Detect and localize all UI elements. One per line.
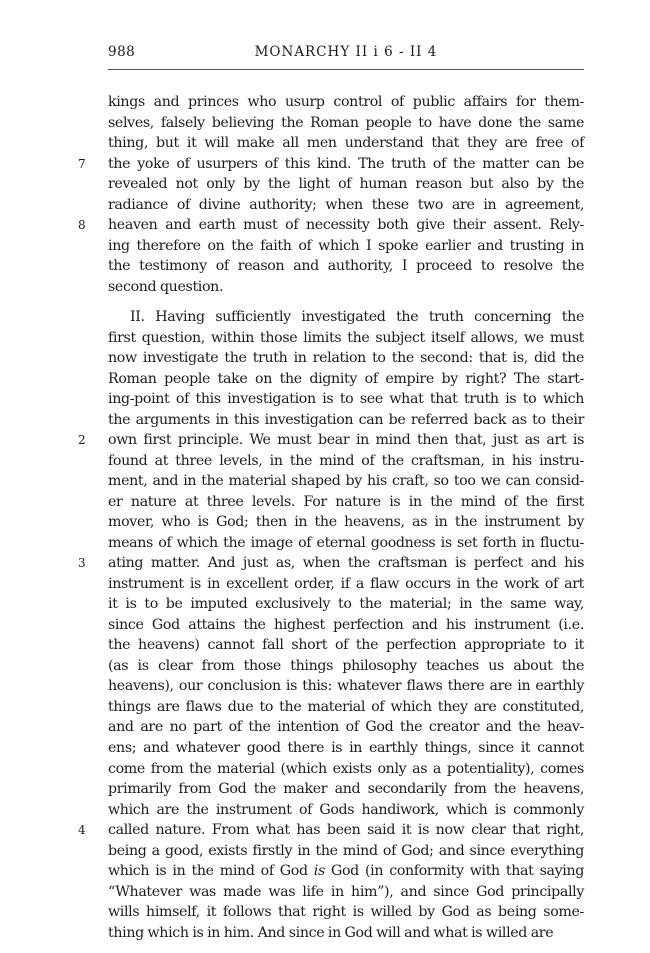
line-text: own first principle. We must bear in mind then that, just as art is <box>108 432 584 449</box>
line-text: ing therefore on the faith of which I spoke earlier and trusting in <box>108 237 584 254</box>
text-line <box>108 779 584 800</box>
line-text: first question, within those limits the subject itself allows, we must <box>108 329 584 346</box>
line-text: found at three levels, in the mind of the craftsman, in his instru- <box>108 452 584 469</box>
line-text: ment, and in the material shaped by his craft, so too we can consid- <box>108 473 584 490</box>
text-line <box>108 738 584 759</box>
line-text: thing which is in him. And since in God will and what is willed are <box>108 924 554 941</box>
paragraph-1 <box>78 92 584 297</box>
line-text: thing, but it will make all men understand that they are free of <box>108 135 584 152</box>
text-line <box>108 277 584 298</box>
line-text: ing-point of this investigation is to see what that truth is to which <box>108 391 584 408</box>
line-text: heaven and earth must of necessity both give their assent. Rely- <box>108 217 584 234</box>
header-rule <box>108 69 584 70</box>
paragraph-2 <box>78 307 585 943</box>
line-text: being a good, exists firstly in the mind of God; and since everything <box>108 842 584 859</box>
text-line <box>78 820 584 841</box>
line-text: the heavens) cannot fall short of the perfection appropriate to it <box>108 637 584 654</box>
text-line <box>108 369 584 390</box>
text-line <box>108 882 584 903</box>
section-margin-number: 8 <box>78 218 86 233</box>
text-line <box>108 841 584 862</box>
line-text: ens; and whatever good there is in earthly things, since it cannot <box>108 739 584 756</box>
text-line <box>78 215 584 236</box>
text-line <box>108 133 584 154</box>
line-text: “Whatever was made was life in him”), and since God principally <box>108 883 584 900</box>
text-line <box>108 676 584 697</box>
line-text: which are the instrument of Gods handiwork, which is commonly <box>108 801 584 818</box>
section-margin-number: 3 <box>78 556 86 571</box>
text-line <box>108 92 584 113</box>
line-text: selves, falsely believing the Roman people to have done the same <box>108 114 584 131</box>
text-line <box>108 533 584 554</box>
text-line <box>108 236 584 257</box>
line-text: the arguments in this investigation can be referred back as to their <box>108 411 584 428</box>
paragraph-gap <box>108 297 584 307</box>
body-text <box>78 92 585 943</box>
text-line <box>108 471 584 492</box>
text-line <box>108 717 584 738</box>
line-text: things are flaws due to the material of which they are constituted, <box>108 698 584 715</box>
text-line <box>78 553 584 574</box>
line-text: means of which the image of eternal goodness is set forth in fluctu- <box>108 534 584 551</box>
text-line <box>108 512 584 533</box>
line-text: radiance of divine authority; when these two are in agreement, <box>108 196 584 213</box>
line-text: second question. <box>108 278 224 295</box>
text-line <box>78 430 584 451</box>
text-line <box>108 389 584 410</box>
text-line <box>108 615 584 636</box>
section-margin-number: 2 <box>78 433 86 448</box>
line-text: wills himself, it follows that right is willed by God as being some- <box>108 904 584 921</box>
text-line <box>108 635 584 656</box>
line-text: Roman people take on the dignity of empire by right? The start- <box>108 370 584 387</box>
line-text: now investigate the truth in relation to the second: that is, did the <box>108 350 584 367</box>
text-line <box>108 574 584 595</box>
line-text: instrument is in excellent order, if a flaw occurs in the work of art <box>108 575 584 592</box>
line-text: kings and princes who usurp control of public affairs for them- <box>108 94 584 110</box>
text-line <box>108 697 584 718</box>
running-head: MONARCHY II i 6 - II 4 <box>254 44 438 60</box>
line-text: primarily from God the maker and secondarily from the heavens, <box>108 781 584 798</box>
text-line <box>108 861 584 882</box>
line-text: come from the material (which exists only as a potentiality), comes <box>108 760 584 777</box>
italic-word: is <box>313 863 325 880</box>
text-line <box>108 174 584 195</box>
line-text: since God attains the highest perfection and his instrument (i.e. <box>108 616 584 633</box>
text-line <box>108 307 584 328</box>
text-line <box>108 451 584 472</box>
line-text: (as is clear from those things philosophy teaches us about the <box>108 657 584 674</box>
text-line <box>108 410 584 431</box>
line-text: er nature at three levels. For nature is in the mind of the first <box>108 493 584 510</box>
line-text-segment: which is in the mind of God <box>108 863 314 880</box>
line-text: ating matter. And just as, when the craftsman is perfect and his <box>108 555 584 572</box>
page-number: 988 <box>108 44 136 60</box>
text-line <box>108 348 584 369</box>
line-text: II. Having sufficiently investigated the truth concerning the <box>130 309 584 326</box>
line-text: called nature. From what has been said it is now clear that right, <box>108 822 584 839</box>
text-line <box>108 759 584 780</box>
text-line <box>108 902 584 923</box>
line-text: the testimony of reason and authority, I proceed to resolve the <box>108 258 584 275</box>
line-text: heavens), our conclusion is this: whatever flaws there are in earthly <box>108 678 584 695</box>
section-margin-number: 7 <box>78 156 86 171</box>
line-text: and are no part of the intention of God the creator and the heav- <box>108 719 584 736</box>
text-line <box>108 923 584 944</box>
text-line <box>108 195 584 216</box>
line-text: it is to be imputed exclusively to the material; in the same way, <box>108 596 584 613</box>
text-line <box>108 492 584 513</box>
text-line <box>108 328 584 349</box>
section-margin-number: 4 <box>78 823 86 838</box>
line-text: mover, who is God; then in the heavens, as in the instrument by <box>108 514 584 531</box>
page-header <box>108 44 584 70</box>
line-text-segment: God (in conformity with that saying <box>324 863 585 880</box>
line-text: revealed not only by the light of human reason but also by the <box>108 176 584 193</box>
text-line <box>108 256 584 277</box>
text-line <box>108 656 584 677</box>
text-line <box>78 154 584 175</box>
text-line <box>108 800 584 821</box>
line-text: the yoke of usurpers of this kind. The truth of the matter can be <box>108 155 584 172</box>
text-line <box>108 594 584 615</box>
line-text <box>108 861 584 882</box>
text-line <box>108 113 584 134</box>
